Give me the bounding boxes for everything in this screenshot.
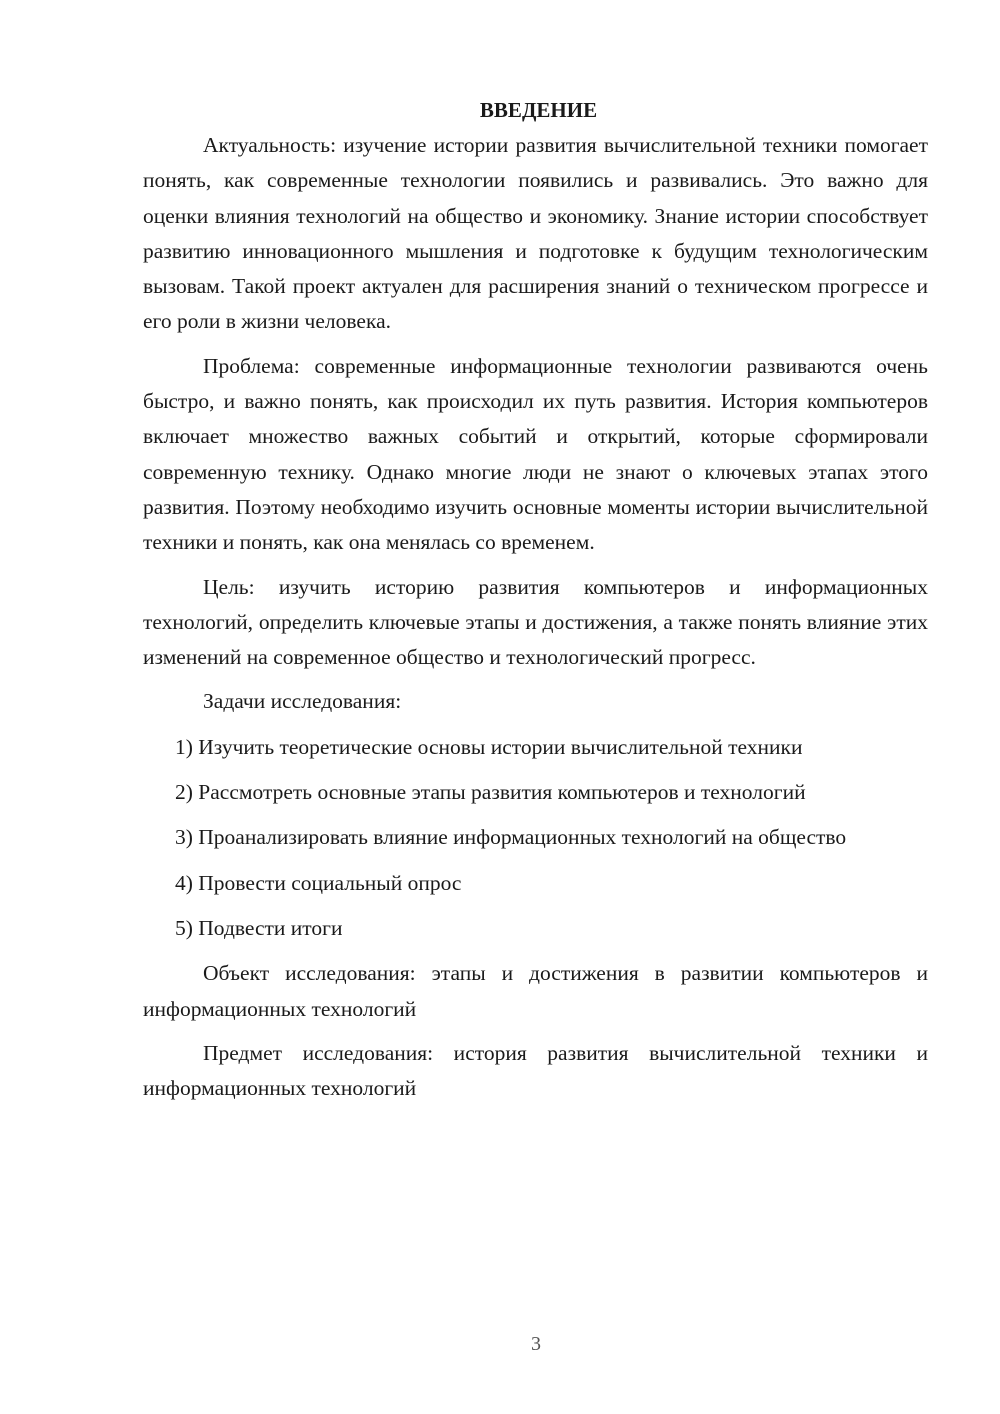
problem-paragraph: Проблема: современные информационные технологии развиваются очень быстро, и важно понять, как происходил их путь развития. История компьютеров включает множество важных событий и открытий, которые сформировали современную технику. Однако многие люди не знают о ключевых этапах этого развития. Поэтому необходимо изучить основные моменты истории вычислительной техники и понять, как она менялась со временем. (143, 353, 928, 555)
object-paragraph: Объект исследования: этапы и достижения в развитии компьютеров и информационных технологий (143, 961, 928, 1021)
task-item: 2) Рассмотреть основные этапы развития компьютеров и технологий (175, 780, 806, 805)
page-content (143, 93, 928, 1115)
subject-paragraph: Предмет исследования: история развития вычислительной техники и информационных технологий (143, 1040, 928, 1101)
page-title: ВВЕДЕНИЕ (479, 98, 598, 122)
goal-paragraph: Цель: изучить историю развития компьютеров и информационных технологий, определить ключевые этапы и достижения, а также понять влияние этих изменений на современное общество и технологический прогресс. (143, 574, 928, 670)
tasks-heading: Задачи исследования: (203, 689, 402, 714)
task-item: 3) Проанализировать влияние информационных технологий на общество (175, 825, 847, 850)
task-item: 1) Изучить теоретические основы истории вычислительной техники (175, 734, 803, 759)
task-item: 5) Подвести итоги (175, 915, 343, 940)
task-item: 4) Провести социальный опрос (175, 870, 462, 895)
relevance-paragraph: Актуальность: изучение истории развития вычислительной техники помогает понять, как современные технологии появились и развивались. Это важно для оценки влияния технологий на общество и экономику. Знание истории способствует развитию инновационного мышления и подготовке к будущим технологическим вызовам. Такой проект актуален для расширения знаний о техническом прогрессе и его роли в жизни человека. (143, 133, 928, 334)
page-number: 3 (531, 1333, 541, 1355)
